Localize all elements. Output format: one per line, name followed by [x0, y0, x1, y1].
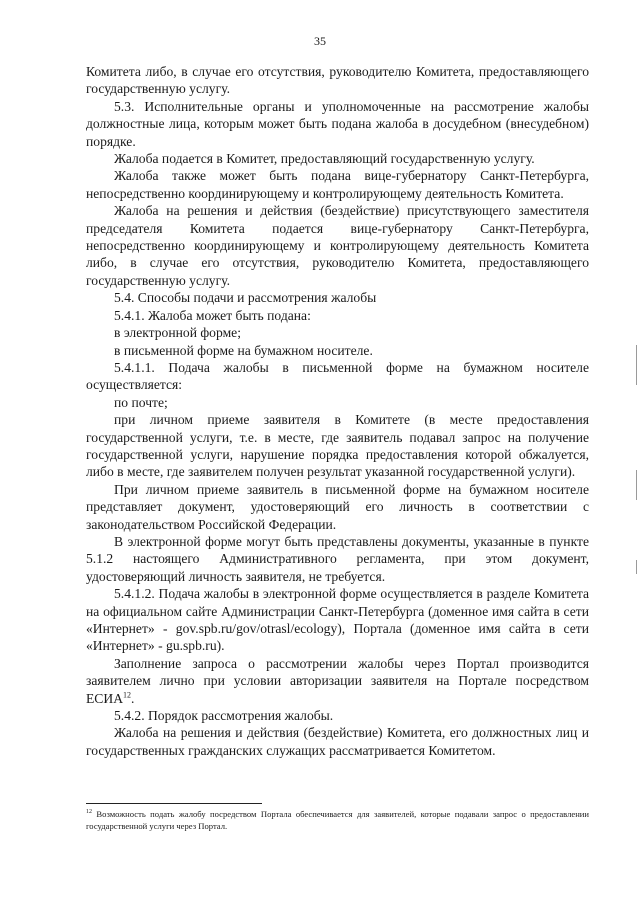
paragraph: Жалоба также может быть подана вице-губернатору Санкт-Петербурга, непосредственно координирующему и контролирующему деятельность Комитета. — [86, 168, 589, 201]
paragraph: 5.4.1.2. Подача жалобы в электронной форме осуществляется в разделе Комитета на официальном сайте Администрации Санкт-Петербурга (доменное имя сайта в сети «Интернет» - gov.spb.ru/gov/otrasl/ecology), Портала (доменное имя сайта в сети «Интернет» - gu.spb.ru). — [86, 586, 589, 654]
paragraph: 5.3. Исполнительные органы и уполномоченные на рассмотрение жалобы должностные лица, которым может быть подана жалоба в досудебном (внесудебном) порядке. — [86, 98, 589, 149]
section-heading: 5.4.2. Порядок рассмотрения жалобы. — [114, 708, 334, 724]
paragraph: Жалоба подается в Комитет, предоставляющий государственную услугу. — [114, 151, 535, 167]
paragraph: Жалоба на решения и действия (бездействие) присутствующего заместителя председателя Комитета подается вице-губернатору Санкт-Петербурга, непосредственно координирующему и контролирующему деятельность Комитета либо, в случае его отсутствия, руководителю Комитета, предоставляющего государственную услугу. — [86, 203, 589, 288]
footnote-reference: 12 — [123, 690, 132, 700]
paragraph-with-footnote: Заполнение запроса о рассмотрении жалобы через Портал производится заявителем лично при условии авторизации заявителя на Портале посредством ЕСИА$^{12}$. — [86, 655, 589, 706]
list-item: в письменной форме на бумажном носителе. — [114, 342, 373, 358]
paragraph: 5.4.1. Жалоба может быть подана: — [114, 307, 311, 323]
paragraph: При личном приеме заявитель в письменной форме на бумажном носителе представляет документ, удостоверяющий его личность в соответствии с законодательством Российской Федерации. — [86, 481, 589, 532]
paragraph: Жалоба на решения и действия (бездействие) Комитета, его должностных лиц и государственных гражданских служащих рассматривается Комитетом. — [86, 725, 589, 758]
list-item: при личном приеме заявителя в Комитете (в месте предоставления государственной услуги, т.е. в месте, где заявитель подавал запрос на получение государственной услуги, нарушение порядка предоставления которой обжалуется, либо в месте, где заявителем получен результат указанной государственной услуги). — [86, 412, 589, 480]
paragraph: В электронной форме могут быть представлены документы, указанные в пункте 5.1.2 настоящего Административного регламента, при этом документ, удостоверяющий личность заявителя, не требуется. — [86, 533, 589, 584]
scan-edge-mark — [636, 470, 637, 500]
footnote-separator — [86, 803, 262, 804]
paragraph: Комитета либо, в случае его отсутствия, руководителю Комитета, предоставляющего государственную услугу. — [86, 64, 589, 97]
footnote-mark: 12 — [86, 809, 92, 816]
scan-edge-mark — [636, 345, 637, 385]
footnote-text: Возможность подать жалобу посредством Портала обеспечивается для заявителей, которые подавали запрос о предоставлении государственной услуги через Портал. — [86, 809, 589, 831]
section-heading: 5.4. Способы подачи и рассмотрения жалобы — [114, 290, 377, 306]
paragraph-text: Заполнение запроса о рассмотрении жалобы через Портал производится заявителем лично при условии авторизации заявителя на Портале посредством ЕСИА — [86, 655, 589, 706]
paragraph: 5.4.1.1. Подача жалобы в письменной форме на бумажном носителе осуществляется: — [86, 359, 589, 393]
page-body — [86, 63, 589, 759]
footnote — [86, 808, 589, 832]
page-number: 35 — [314, 34, 326, 48]
scan-edge-mark — [636, 560, 637, 574]
list-item: по почте; — [114, 394, 168, 410]
list-item: в электронной форме; — [114, 325, 241, 341]
